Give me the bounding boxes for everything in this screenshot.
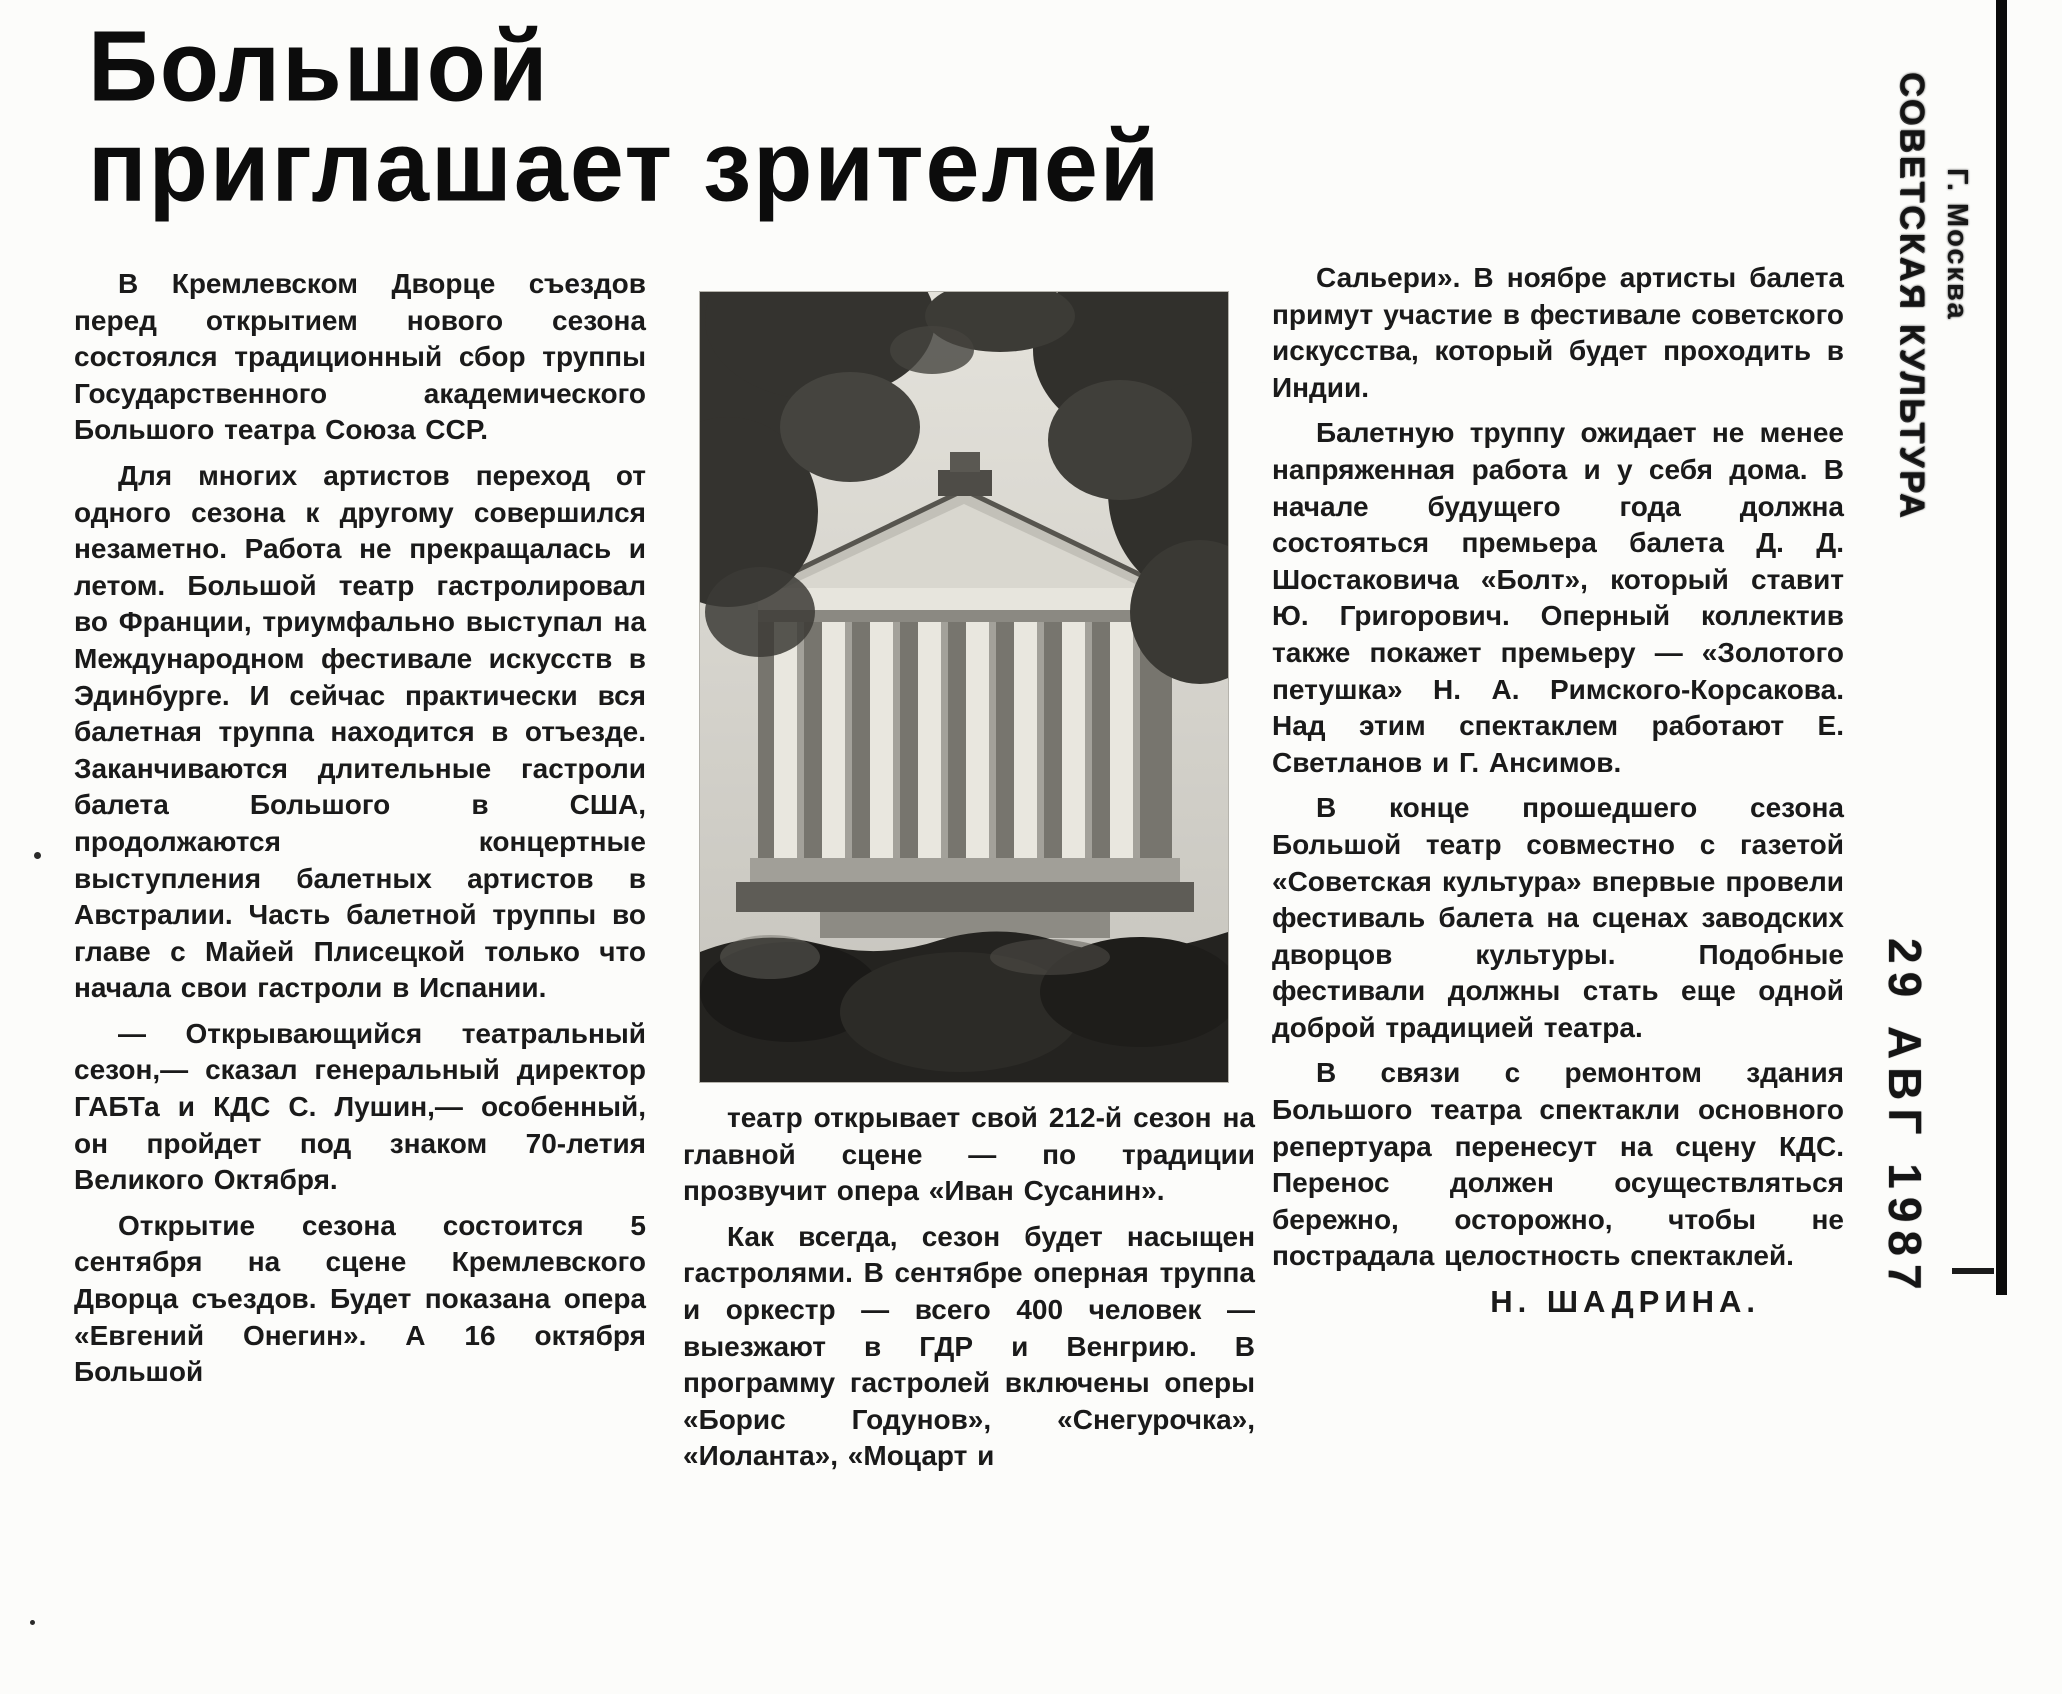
photo-illustration	[700, 292, 1228, 1082]
scan-speck	[30, 1620, 35, 1625]
scan-edge-line	[1996, 0, 2007, 1295]
paragraph: В Кремлевском Дворце съездов перед открытием нового сезона состоялся традиционный сбор труппы Государственного академического Большого театра Союза ССР.	[74, 268, 646, 446]
article-column-1	[74, 266, 646, 1666]
paragraph: Балетную труппу ожидает не менее напряженная работа и у себя дома. В начале будущего года должна состояться премьера балета Д. Д. Шостаковича «Болт», который ставит Ю. Григорович. Оперный коллектив также покажет премьеру — «Золотого петушка» Н. А. Римского-Корсакова. Над этим спектаклем работают Е. Светланов и Г. Ансимов.	[1272, 417, 1844, 778]
paragraph: Открытие сезона состоится 5 сентября на сцене Кремлевского Дворца съездов. Будет показана опера «Евгений Онегин». А 16 октября Большой	[74, 1209, 646, 1388]
paragraph: В конце прошедшего сезона Большой театр совместно с газетой «Советская культура» впервые провели фестиваль балета на сценах заводских дворцов культуры. Подобные фестивали должны стать еще одной доброй традицией театра.	[1272, 792, 1844, 1043]
paragraph: Сальери». В ноябре артисты балета примут участие в фестивале советского искусства, который будет проходить в Индии.	[1272, 262, 1844, 403]
date-stamp: 29 АВГ 1987	[1879, 938, 1931, 1298]
article-column-3	[1272, 260, 1844, 1660]
paragraph: Для многих артистов переход от одного сезона к другому совершился незаметно. Работа не прекращалась и летом. Большой театр гастролировал во Франции, триумфально выступал на Международном фестивале искусств в Эдинбурге. И сейчас практически вся балетная труппа находится в отъезде. Заканчиваются длительные гастроли балета Большого в США, продолжаются концертные выступления балетных артистов в Австралии. Часть балетной труппы во главе с Майей Плисецкой только что начала свои гастроли в Испании.	[74, 459, 646, 1004]
byline: Н. ШАДРИНА.	[1490, 1284, 1760, 1320]
paragraph: В связи с ремонтом здания Большого театра спектакли основного репертуара перенесут на сцену КДС. Перенос должен осуществляться бережно, осторожно, чтобы не пострадала целостность спектаклей.	[1272, 1057, 1844, 1272]
column-3-paragraphs	[1272, 260, 1844, 1275]
headline-line-1: Большой	[88, 9, 550, 123]
newspaper-name-stamp: СОВЕТСКАЯ КУЛЬТУРА	[1893, 72, 1931, 521]
headline-line-2: приглашает зрителей	[88, 109, 1162, 222]
paragraph: — Открывающийся театральный сезон,— сказал генеральный директор ГАБТа и КДС С. Лушин,— особенный, он пройдет под знаком 70-летия Великого Октября.	[74, 1017, 646, 1196]
paragraph: Как всегда, сезон будет насыщен гастролями. В сентябре оперная труппа и оркестр — всего 400 человек — выезжают в ГДР и Венгрию. В программу гастролей включены оперы «Борис Годунов», «Снегурочка», «Иоланта», «Моцарт и	[683, 1220, 1255, 1472]
scan-speck	[34, 852, 41, 859]
newspaper-city-stamp: Г. Москва	[1941, 168, 1973, 321]
article-headline	[88, 9, 1162, 222]
article-column-2	[683, 1100, 1255, 1660]
stamp-tick-mark	[1952, 1268, 1994, 1274]
photo-bolshoi-theatre	[700, 292, 1228, 1082]
paragraph: театр открывает свой 212-й сезон на главной сцене — по традиции прозвучит опера «Иван Сусанин».	[683, 1102, 1255, 1207]
